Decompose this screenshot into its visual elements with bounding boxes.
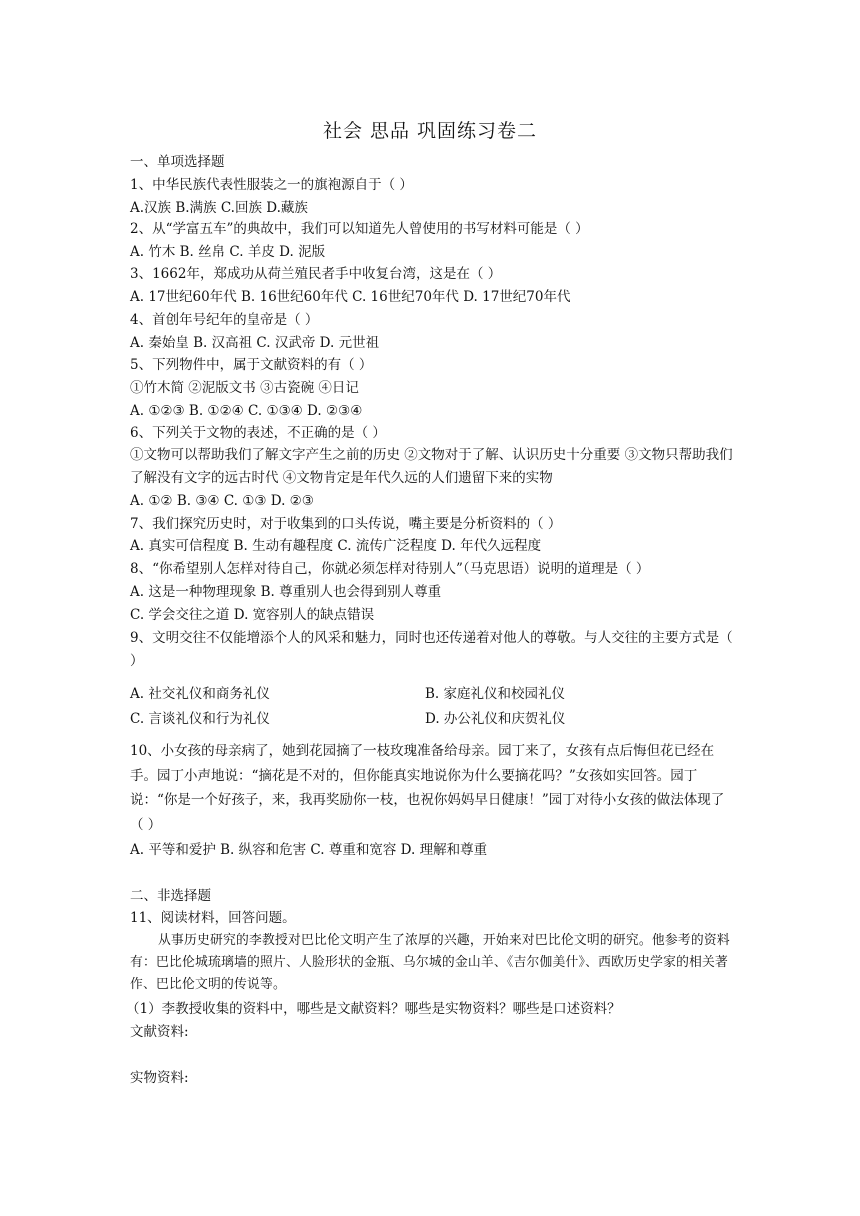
question-1-options: A.汉族 B.满族 C.回族 D.藏族 — [130, 200, 308, 216]
question-9-option-c: C. 言谈礼仪和行为礼仪 — [130, 711, 270, 727]
question-8-stem: 8、“你希望别人怎样对待自己，你就必须怎样对待别人”（马克思语）说明的道理是（ ） — [130, 561, 650, 577]
question-11-stem: 11、阅读材料，回答问题。 — [130, 910, 296, 926]
question-9-option-a: A. 社交礼仪和商务礼仪 — [130, 686, 270, 702]
question-2-options: A. 竹木 B. 丝帛 C. 羊皮 D. 泥版 — [130, 244, 326, 260]
question-7-options: A. 真实可信程度 B. 生动有趣程度 C. 流传广泛程度 D. 年代久远程度 — [130, 538, 542, 554]
question-11-material: 从事历史研究的李教授对巴比伦文明产生了浓厚的兴趣，开始来对巴比伦文明的研究。他参考的资料有：巴比伦城琉璃墙的照片、人脸形状的金瓶、乌尔城的金山羊、《吉尔伽美什》、西欧历史学家的相关著作、巴比伦文明的传说等。 — [130, 933, 730, 992]
question-6-stem: 6、下列关于文物的表述，不正确的是（ ） — [130, 425, 386, 441]
question-8-options-row2: C. 学会交往之道 D. 宽容别人的缺点错误 — [130, 607, 375, 623]
question-9-option-d: D. 办公礼仪和庆贺礼仪 — [425, 711, 566, 727]
answer-label-artifacts: 实物资料: — [130, 1070, 189, 1086]
question-9-stem: 9、文明交往不仅能增添个人的风采和魅力，同时也还传递着对他人的尊敬。与人交往的主要方式是（ ） — [130, 630, 733, 669]
question-4-options: A. 秦始皇 B. 汉高祖 C. 汉武帝 D. 元世祖 — [130, 335, 380, 351]
question-10-options: A. 平等和爱护 B. 纵容和危害 C. 尊重和宽容 D. 理解和尊重 — [130, 842, 488, 858]
question-11-sub1: （1）李教授收集的资料中，哪些是文献资料？哪些是实物资料？哪些是口述资料？ — [126, 1001, 621, 1017]
question-1-stem: 1、中华民族代表性服装之一的旗袍源自于（ ） — [130, 177, 413, 193]
question-3-stem: 3、1662年，郑成功从荷兰殖民者手中收复台湾，这是在（ ） — [130, 266, 502, 282]
section-heading-non-choice: 二、非选择题 — [130, 888, 211, 904]
question-8-options-row1: A. 这是一种物理现象 B. 尊重别人也会得到别人尊重 — [130, 584, 442, 600]
question-5-items: ①竹木简 ②泥版文书 ③古瓷碗 ④日记 — [130, 380, 359, 396]
question-9-option-b: B. 家庭礼仪和校园礼仪 — [425, 686, 566, 702]
question-7-stem: 7、我们探究历史时，对于收集到的口头传说，嘴主要是分析资料的（ ） — [130, 516, 562, 532]
question-3-options: A. 17世纪60年代 B. 16世纪60年代 C. 16世纪70年代 D. 17世纪70年代 — [130, 289, 571, 305]
question-2-stem: 2、从“学富五车”的典故中，我们可以知道先人曾使用的书写材料可能是（ ） — [130, 221, 589, 237]
question-10-stem: 10、小女孩的母亲病了，她到花园摘了一枝玫瑰准备给母亲。园丁来了，女孩有点后悔但花已经在手。园丁小声地说：“摘花是不对的，但你能真实地说你为什么要摘花吗？”女孩如实回答。园丁说：“你是一个好孩子，来，我再奖励你一枝，也祝你妈妈早日健康！”园丁对待小女孩的做法体现了（ ） — [130, 743, 725, 833]
answer-label-documents: 文献资料: — [130, 1024, 189, 1040]
question-5-options: A. ①②③ B. ①②④ C. ①③④ D. ②③④ — [130, 403, 363, 419]
question-6-body: ①文物可以帮助我们了解文字产生之前的历史 ②文物对于了解、认识历史十分重要 ③文物只帮助我们了解没有文字的远古时代 ④文物肯定是年代久远的人们遗留下来的实物 — [130, 447, 733, 486]
question-5-stem: 5、下列物件中，属于文献资料的有（ ） — [130, 357, 373, 373]
question-4-stem: 4、首创年号纪年的皇帝是（ ） — [130, 312, 319, 328]
question-6-options: A. ①② B. ③④ C. ①③ D. ②③ — [130, 493, 314, 509]
page-title: 社会 思品 巩固练习卷二 — [322, 120, 538, 142]
section-heading-single-choice: 一、单项选择题 — [130, 154, 225, 170]
